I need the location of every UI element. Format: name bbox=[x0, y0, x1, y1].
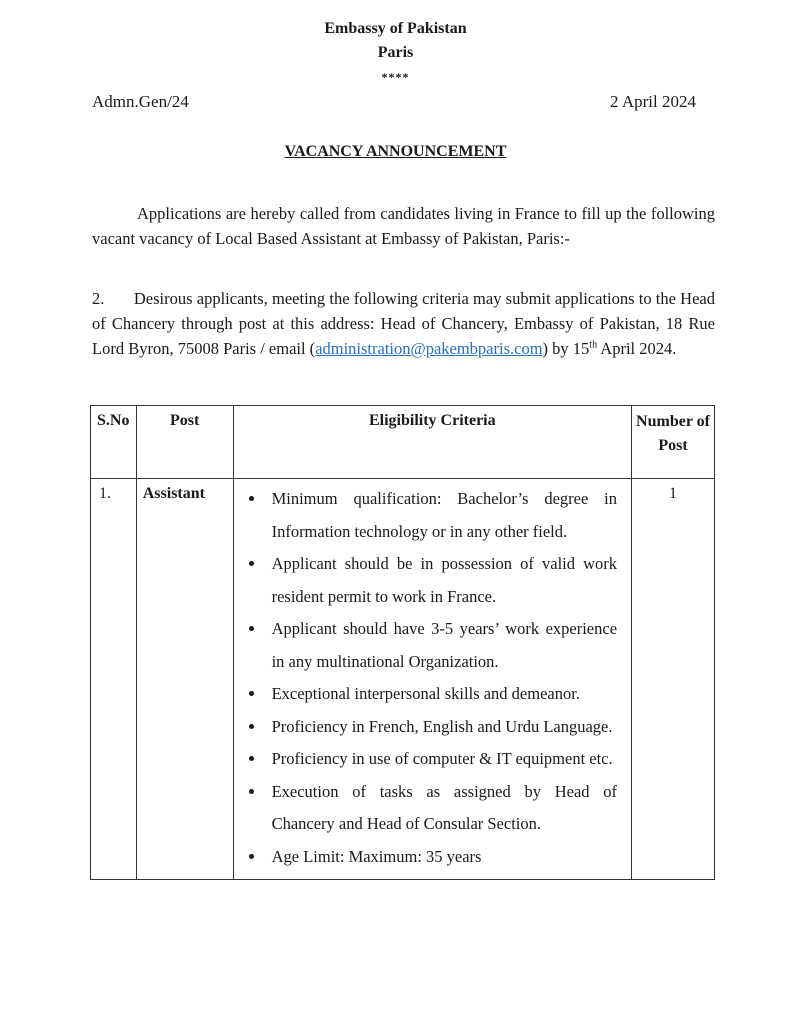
cell-post: Assistant bbox=[136, 479, 233, 880]
table-header-row bbox=[91, 406, 715, 479]
header-eligibility: Eligibility Criteria bbox=[233, 406, 631, 479]
header-separator: **** bbox=[381, 70, 410, 84]
application-paragraph bbox=[92, 286, 715, 361]
cell-sno: 1. bbox=[91, 479, 137, 880]
reference-number: Admn.Gen/24 bbox=[92, 92, 189, 111]
table-row bbox=[91, 479, 715, 880]
header-sno: S.No bbox=[91, 406, 137, 479]
criteria-item: • Applicant should have 3-5 years’ work experience in any multinational Organization. bbox=[266, 613, 617, 678]
intro-paragraph: Applications are hereby called from candidates living in France to fill up the following vacant vacancy of Local Based Assistant at Embassy of Pakistan, Paris:- bbox=[92, 204, 715, 248]
document-date: 2 April 2024 bbox=[610, 92, 696, 111]
criteria-item: • Applicant should be in possession of valid work resident permit to work in France. bbox=[266, 548, 617, 613]
embassy-name: Embassy of Pakistan bbox=[324, 20, 467, 37]
email-link[interactable]: administration@pakembparis.com bbox=[315, 339, 543, 358]
criteria-list bbox=[234, 479, 631, 879]
criteria-item: • Execution of tasks as assigned by Head of Chancery and Head of Consular Section. bbox=[266, 776, 617, 841]
vacancy-table bbox=[90, 405, 715, 880]
header-number-of-post: Number of Post bbox=[632, 406, 715, 479]
criteria-item: • Proficiency in French, English and Urdu Language. bbox=[266, 711, 617, 744]
cell-criteria bbox=[233, 479, 631, 880]
embassy-city: Paris bbox=[377, 44, 414, 61]
paragraph-number: 2. bbox=[92, 289, 105, 308]
paragraph-text: Desirous applicants, meeting the following criteria may submit applications to the Head of Chancery through post at this address: Head of Chancery, Embassy of Pakistan, 18 Rue Lord Byron, 75008 Paris / email ( bbox=[92, 289, 715, 358]
criteria-item: • Minimum qualification: Bachelor’s degree in Information technology or in any other field. bbox=[266, 483, 617, 548]
criteria-item: • Exceptional interpersonal skills and demeanor. bbox=[266, 678, 617, 711]
criteria-item: • Proficiency in use of computer & IT equipment etc. bbox=[266, 743, 617, 776]
deadline-text: ) by 15 bbox=[542, 339, 590, 358]
criteria-item: • Age Limit: Maximum: 35 years bbox=[266, 841, 617, 874]
ordinal-superscript: th bbox=[589, 339, 598, 351]
deadline-text-end: April 2024. bbox=[597, 339, 677, 358]
cell-number-of-post: 1 bbox=[632, 479, 715, 880]
header-post: Post bbox=[136, 406, 233, 479]
document-title: VACANCY ANNOUNCEMENT bbox=[284, 143, 507, 160]
